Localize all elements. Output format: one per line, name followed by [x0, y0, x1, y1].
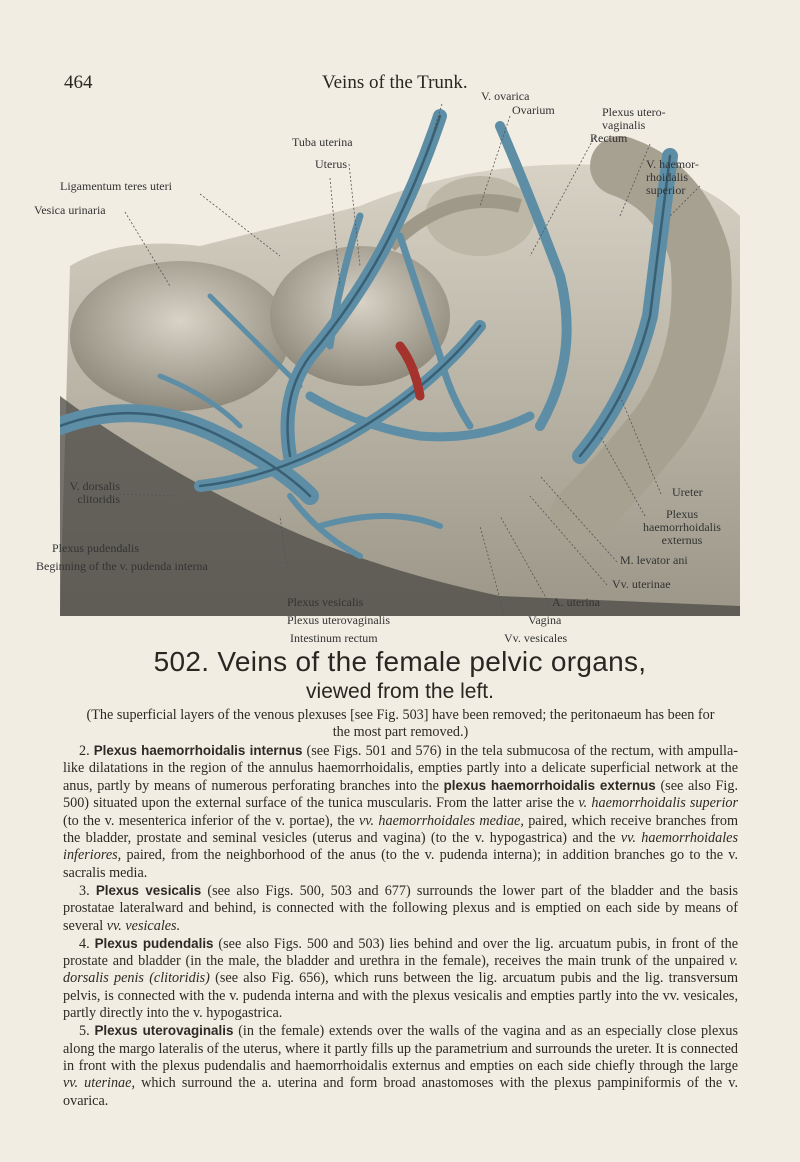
- figure-caption-title: 502. Veins of the female pelvic organs,: [153, 646, 647, 677]
- label-ureter: Ureter: [672, 485, 703, 499]
- page-number: 464: [64, 72, 93, 93]
- label-plexus-pudendalis: Plexus pudendalis: [52, 541, 139, 555]
- label-a-uterina: A. uterina: [552, 595, 600, 609]
- label-vesica-urinaria: Vesica urinaria: [34, 203, 106, 217]
- label-m-levator-ani: M. levator ani: [620, 553, 688, 567]
- label-v-haemorrhoidalis-superior: V. haemor- rhoidalis superior: [646, 157, 699, 197]
- label-plexus-vesicalis: Plexus vesicalis: [287, 595, 364, 609]
- label-v-dorsalis-clitoridis: V. dorsalis clitoridis: [69, 479, 120, 506]
- paragraph-plexus-uterovaginalis: 5. Plexus uterovaginalis (in the female) extends over the walls of the vagina and as an especially close plexus along the margo lateralis of the uterus, where it partly fills up the parametrium and surrounds the ureter. It is connected in front with the plexus pudendalis and haemorrhoidalis externus and empties on each side chiefly through the large vv. uterinae, which surround the a. uterina and form broad anastomoses with the plexus pampiniformis of the v. ovarica.: [63, 1023, 739, 1109]
- label-vv-uterinae: Vv. uterinae: [612, 577, 671, 591]
- running-title: Veins of the Trunk.: [322, 72, 468, 93]
- label-tuba-uterina: Tuba uterina: [292, 135, 353, 149]
- label-intestinum-rectum: Intestinum rectum: [290, 631, 378, 645]
- label-beginning-v-pudenda-interna: Beginning of the v. pudenda interna: [36, 559, 208, 573]
- label-plexus-haemorrhoidalis-externus: Plexus haemorrhoidalis externus: [643, 507, 721, 547]
- label-vagina: Vagina: [528, 613, 562, 627]
- paragraph-plexus-vesicalis: 3. Plexus vesicalis (see also Figs. 500, 503 and 677) surrounds the lower part of the bladder and the basis prostatae lateralward and behind, is connected with the following plexus and is emptied on each side by means of several vv. vesicales.: [63, 882, 739, 934]
- label-plexus-uterovaginalis-bottom: Plexus uterovaginalis: [287, 613, 390, 627]
- running-head: [0, 72, 800, 96]
- figure-caption-subtitle: viewed from the left.: [306, 680, 494, 703]
- intro-paragraph: (The superficial layers of the venous plexuses [see Fig. 503] have been removed; the peritonaeum has been for the most part removed.): [86, 707, 715, 741]
- label-ovarium: Ovarium: [512, 103, 555, 117]
- label-ligamentum-teres-uteri: Ligamentum teres uteri: [60, 179, 172, 193]
- paragraph-plexus-haemorrhoidalis-internus: 2. Plexus haemorrhoidalis internus (see Figs. 501 and 576) in the tela submucosa of the rectum, with ampulla-like dilatations in the region of the annulus haemorrhoidalis, empties partly into a delicate superficial network at the anus, partly by means of numerous perforating branches into the plexus haemorrhoidalis externus (see also Fig. 500) situated upon the external surface of the tunica muscularis. From the latter arise the v. haemorrhoidalis superior (to the v. mesenterica inferior of the v. portae), the vv. haemorrhoidales mediae, paired, which receive branches from the bladder, prostate and seminal vesicles (uterus and vagina) (to the v. hypogastrica) and the vv. haemorrhoidales inferiores, paired, from the neighborhood of the anus (to the v. pudenda interna); in addition branches go to the v. sacralis media.: [63, 742, 739, 881]
- label-vv-vesicales: Vv. vesicales: [504, 631, 568, 645]
- label-uterus: Uterus: [315, 157, 347, 171]
- anatomical-illustration: [34, 89, 740, 627]
- label-rectum: Rectum: [590, 131, 628, 145]
- body-text: [63, 707, 738, 1110]
- label-v-ovarica: V. ovarica: [481, 89, 530, 103]
- label-plexus-uterovaginalis-top: Plexus utero- vaginalis: [602, 105, 666, 132]
- paragraph-plexus-pudendalis: 4. Plexus pudendalis (see also Figs. 500 and 503) lies behind and over the lig. arcuatum pubis, in front of the prostate and bladder (in the male, the bladder and urethra in the female), receives the main trunk of the unpaired v. dorsalis penis (clitoridis) (see also Fig. 656), which runs between the lig. arcuatum pubis and the lig. transversum pelvis, is connected with the v. pudenda interna and with the plexus vesicalis and empties partly into the vv. vesicales, partly directly into the v. hypogastrica.: [63, 935, 739, 1022]
